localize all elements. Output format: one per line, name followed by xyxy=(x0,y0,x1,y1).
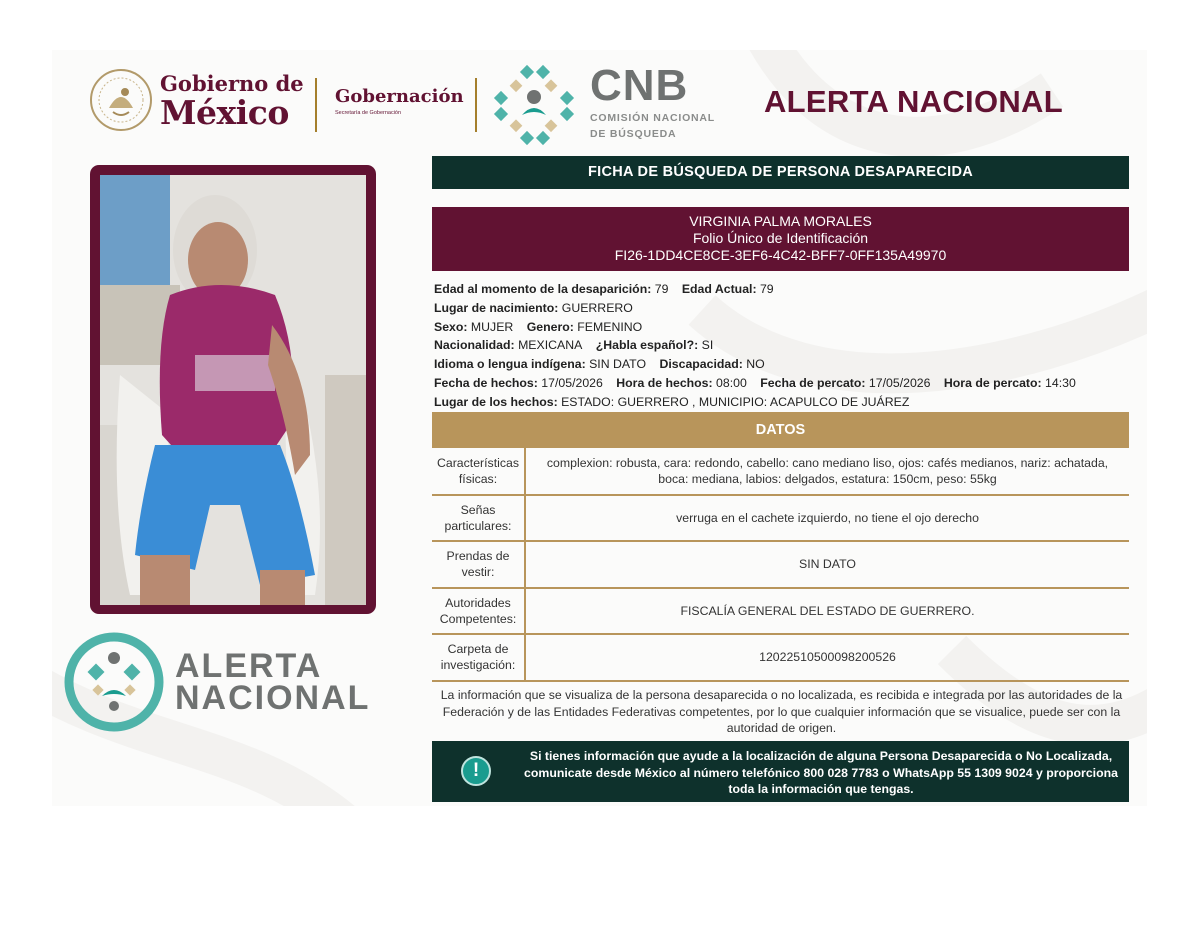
fecha-hechos-label: Fecha de hechos: xyxy=(434,375,538,390)
cnb-acronym: CNB xyxy=(590,61,689,110)
alerta-nacional-logo-text xyxy=(175,647,371,717)
cnb-name-line1: COMISIÓN NACIONAL xyxy=(590,112,716,124)
row-value: complexion: robusta, cara: redondo, cabello: cano mediano liso, ojos: cafés medianos, nariz: achatada, boca: mediana, labios: delgados, estatura: 150cm, peso: 55kg xyxy=(525,448,1129,495)
fecha-percato-label: Fecha de percato: xyxy=(760,375,866,390)
cnb-name-line2: DE BÚSQUEDA xyxy=(590,128,677,140)
genero-label: Genero: xyxy=(526,319,574,334)
table-row xyxy=(432,588,1129,635)
hora-hechos-value: 08:00 xyxy=(716,375,747,390)
habla-espanol-label: ¿Habla español?: xyxy=(595,338,699,353)
info-row-lugar-hechos xyxy=(434,393,1134,412)
habla-espanol-value: SI xyxy=(701,338,714,353)
info-row-sexo xyxy=(434,318,1134,337)
nacionalidad-value: MEXICANA xyxy=(518,338,583,353)
row-label: Señas particulares: xyxy=(432,495,525,542)
info-row-edad xyxy=(434,280,1134,299)
info-row-nacionalidad xyxy=(434,336,1134,355)
idioma-label: Idioma o lengua indígena: xyxy=(434,357,586,372)
info-row-nacimiento xyxy=(434,299,1134,318)
logo-line1: ALERTA xyxy=(175,647,323,685)
photo-frame xyxy=(90,165,376,614)
genero-value: FEMENINO xyxy=(577,319,643,334)
row-value: FISCALÍA GENERAL DEL ESTADO DE GUERRERO. xyxy=(525,588,1129,635)
mexico-coat-of-arms-icon xyxy=(89,68,153,132)
row-value: SIN DATO xyxy=(525,541,1129,588)
fecha-hechos-value: 17/05/2026 xyxy=(541,375,603,390)
exclamation-icon: ! xyxy=(461,756,491,786)
row-label: Prendas de vestir: xyxy=(432,541,525,588)
gobernacion-subtitle: Secretaría de Gobernación xyxy=(335,110,402,116)
row-value: verruga en el cachete izquierdo, no tiene el ojo derecho xyxy=(525,495,1129,542)
contact-bar xyxy=(432,741,1129,802)
gobernacion-logo xyxy=(335,86,464,116)
row-label: Características físicas: xyxy=(432,448,525,495)
hora-hechos-label: Hora de hechos: xyxy=(616,375,713,390)
sexo-label: Sexo: xyxy=(434,319,468,334)
alerta-nacional-logo-icon xyxy=(64,632,164,732)
lugar-hechos-label: Lugar de los hechos: xyxy=(434,394,558,409)
cnb-logo-text xyxy=(590,61,716,140)
edad-desaparicion-label: Edad al momento de la desaparición: xyxy=(434,282,652,296)
hora-percato-label: Hora de percato: xyxy=(943,375,1042,390)
row-label: Autoridades Competentes: xyxy=(432,588,525,635)
alert-title: ALERTA NACIONAL xyxy=(764,84,1063,119)
disclaimer-text: La información que se visualiza de la persona desaparecida o no localizada, es recibida e integrada por las autoridades de la Federación y de las Entidades Federativas competentes, por lo que cualquier información que se visualice, puede ser con la autoridad de origen. xyxy=(440,688,1123,735)
gobierno-line2: México xyxy=(160,93,289,132)
edad-actual-label: Edad Actual: xyxy=(681,282,757,296)
datos-table xyxy=(432,448,1129,682)
lugar-nacimiento-label: Lugar de nacimiento: xyxy=(434,300,559,315)
nacionalidad-label: Nacionalidad: xyxy=(434,338,515,353)
logo-line2: NACIONAL xyxy=(175,679,371,717)
info-row-idioma xyxy=(434,355,1134,374)
table-row xyxy=(432,541,1129,588)
table-row xyxy=(432,634,1129,681)
ficha-title-bar: FICHA DE BÚSQUEDA DE PERSONA DESAPARECIDA xyxy=(432,156,1129,189)
row-label: Carpeta de investigación: xyxy=(432,634,525,681)
edad-actual-value: 79 xyxy=(759,282,774,296)
info-row-fechas xyxy=(434,374,1134,393)
person-info xyxy=(434,280,1134,412)
header-divider xyxy=(475,78,477,132)
missing-person-photo xyxy=(100,175,366,605)
fecha-percato-value: 17/05/2026 xyxy=(868,375,931,390)
person-header xyxy=(432,207,1129,271)
lugar-nacimiento-value: GUERRERO xyxy=(561,300,633,315)
idioma-value: SIN DATO xyxy=(589,357,647,372)
row-value: 12022510500098200526 xyxy=(525,634,1129,681)
discapacidad-label: Discapacidad: xyxy=(659,357,743,372)
gobernacion-title: Gobernación xyxy=(335,86,464,107)
table-row xyxy=(432,448,1129,495)
discapacidad-value: NO xyxy=(746,357,765,372)
person-name: VIRGINIA PALMA MORALES xyxy=(689,213,872,229)
gobierno-line1: Gobierno de xyxy=(160,71,304,96)
cnb-emblem-icon xyxy=(492,63,576,147)
edad-desaparicion-value: 79 xyxy=(654,282,669,296)
header xyxy=(52,50,1147,150)
folio-number: FI26-1DD4CE8CE-3EF6-4C42-BFF7-0FF135A49970 xyxy=(614,247,947,263)
gobierno-de-mexico-logo xyxy=(160,71,304,132)
header-divider xyxy=(315,78,317,132)
search-sheet xyxy=(52,50,1147,806)
folio-label: Folio Único de Identificación xyxy=(692,230,869,246)
sexo-value: MUJER xyxy=(470,319,514,334)
table-row xyxy=(432,495,1129,542)
datos-title-bar: DATOS xyxy=(432,412,1129,448)
contact-text: Si tienes información que ayude a la localización de alguna Persona Desaparecida o No Localizada, comunicate desde México al número telefónico 800 028 7783 o WhatsApp 55 1309 9024 y proporciona toda la información que tengas. xyxy=(524,749,1118,796)
lugar-hechos-value: ESTADO: GUERRERO , MUNICIPIO: ACAPULCO DE JUÁREZ xyxy=(561,394,910,409)
hora-percato-value: 14:30 xyxy=(1045,375,1076,390)
